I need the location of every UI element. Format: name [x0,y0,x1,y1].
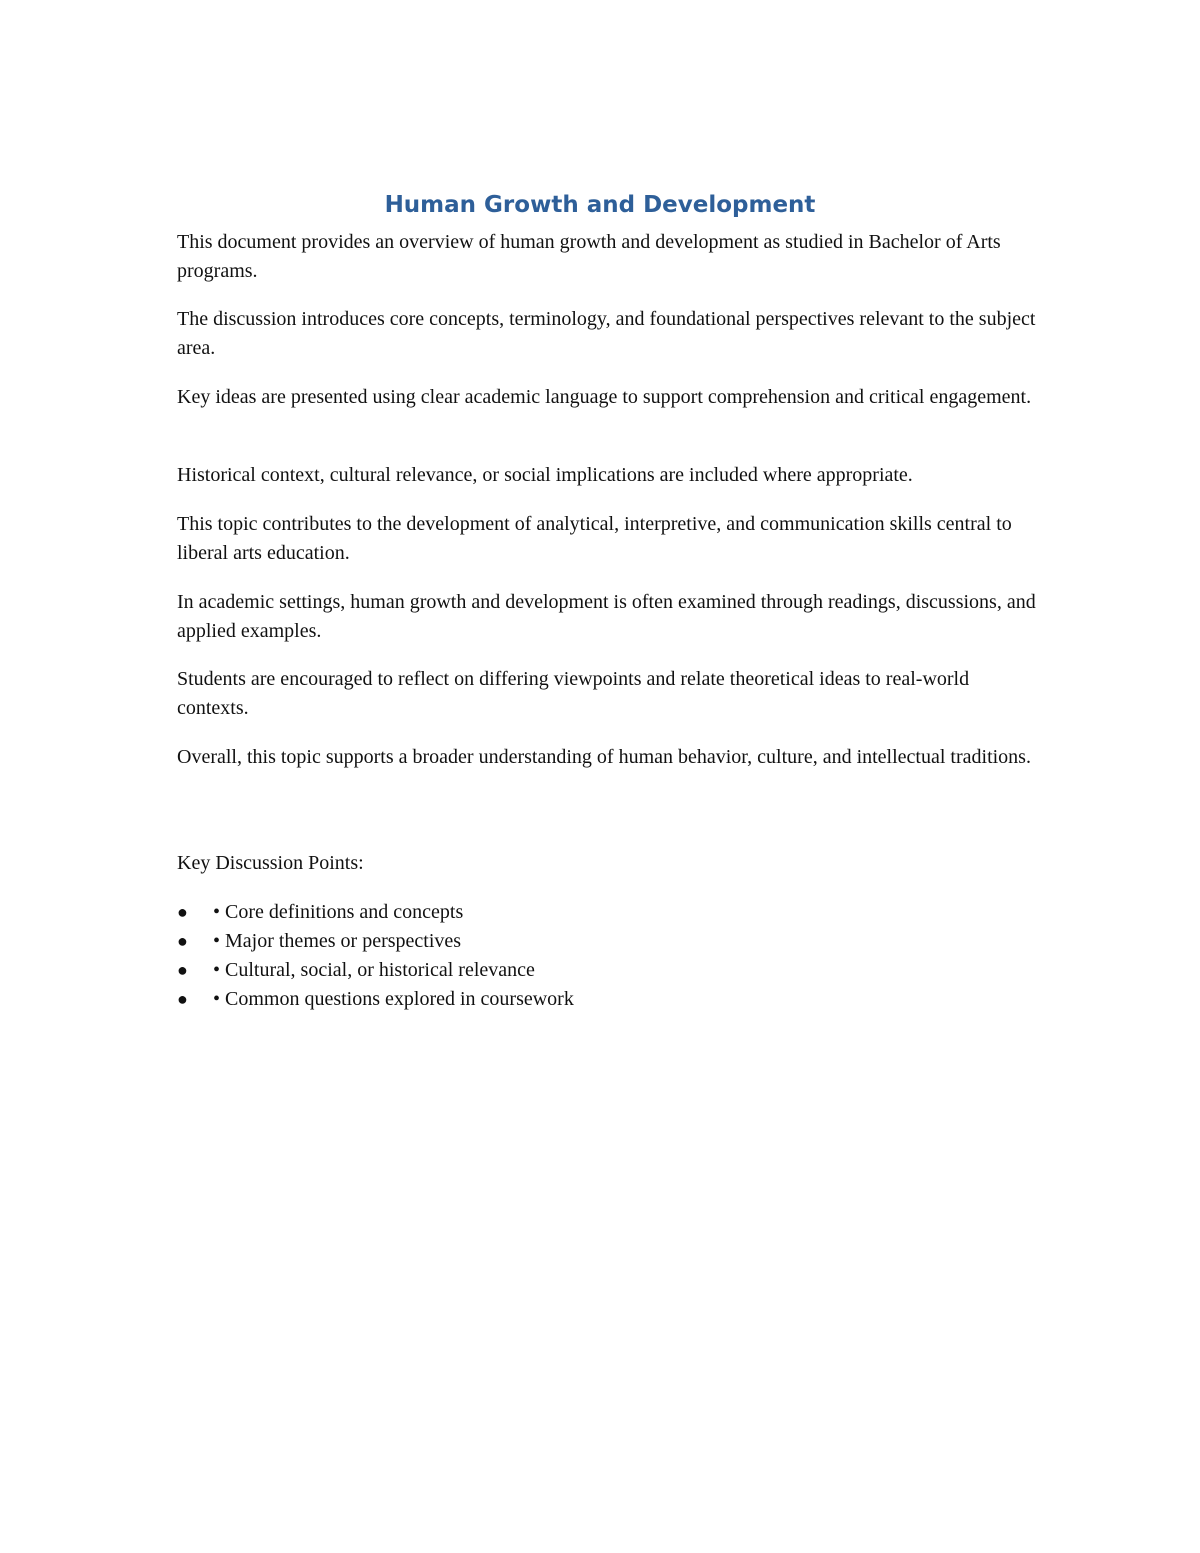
list-item [177,985,1037,1014]
bullet-icon: ● [177,931,188,951]
paragraph-academic-settings: In academic settings, human growth and development is often examined through readings, discussions, and applied examples. [177,591,1036,642]
list-item-text: • Cultural, social, or historical relevance [213,959,535,981]
list-item-text: • Major themes or perspectives [213,930,462,952]
list-item [177,927,1037,956]
bullet-icon: ● [177,960,188,980]
paragraph-overview: This document provides an overview of human growth and development as studied in Bachelor of Arts programs. [177,231,1001,282]
list-item-text: • Core definitions and concepts [213,901,464,923]
bullet-icon: ● [177,902,188,922]
bullet-icon: ● [177,989,188,1009]
list-item [177,898,1037,927]
paragraph-historical-context: Historical context, cultural relevance, or social implications are included where appropriate. [177,464,913,486]
paragraph-viewpoints: Students are encouraged to reflect on differing viewpoints and relate theoretical ideas to real-world contexts. [177,668,970,719]
paragraph-core-concepts: The discussion introduces core concepts, terminology, and foundational perspectives relevant to the subject area. [177,308,1036,359]
key-points-list [177,898,1037,1014]
key-points-heading: Key Discussion Points: [177,852,364,874]
list-item [177,956,1037,985]
paragraph-skills: This topic contributes to the development of analytical, interpretive, and communication skills central to liberal arts education. [177,513,1012,564]
paragraph-key-ideas: Key ideas are presented using clear academic language to support comprehension and critical engagement. [177,386,1032,408]
paragraph-overall: Overall, this topic supports a broader understanding of human behavior, culture, and intellectual traditions. [177,746,1031,768]
list-item-text: • Common questions explored in coursework [213,988,574,1010]
document-title: Human Growth and Development [384,192,816,218]
